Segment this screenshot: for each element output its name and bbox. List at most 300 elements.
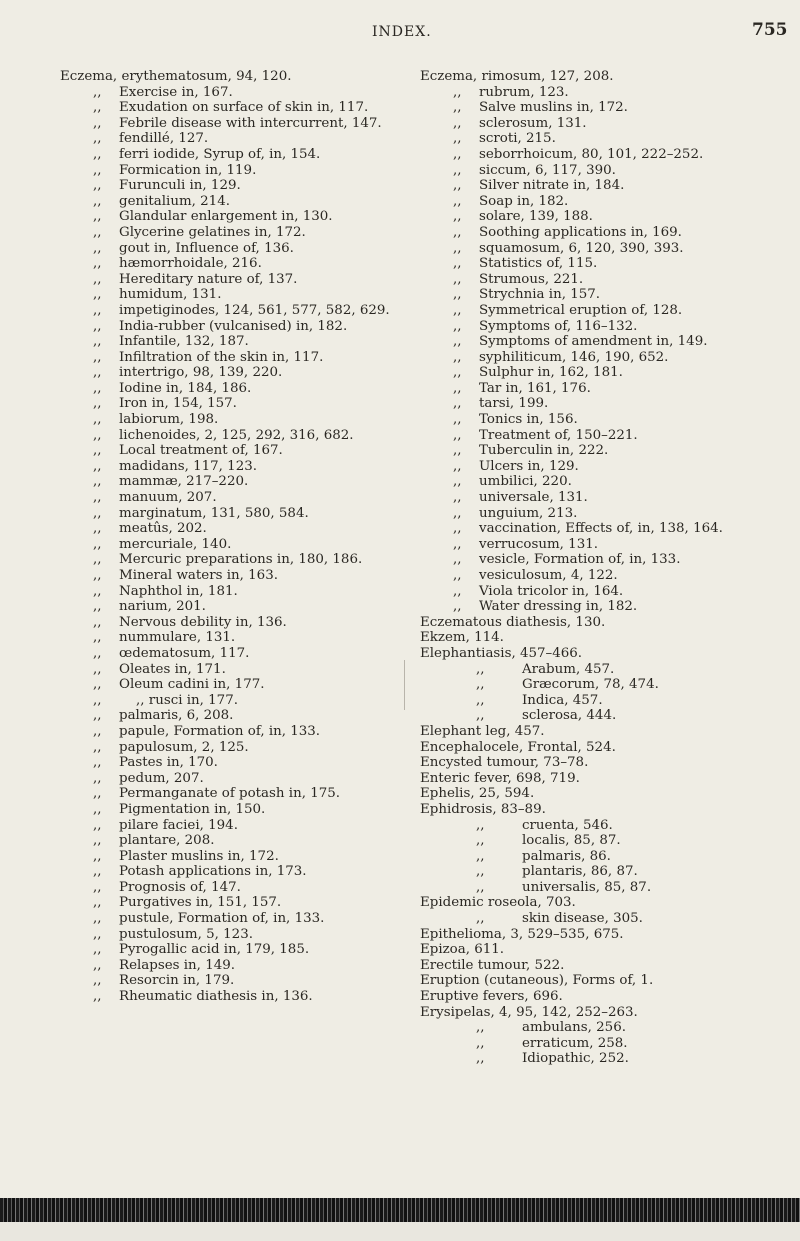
index-subentry — [60, 647, 430, 662]
index-subentry — [60, 132, 430, 147]
index-subentry — [60, 101, 430, 116]
ditto-mark: ,, — [453, 224, 462, 240]
subentry-text: papule, Formation of, in, 133. — [119, 723, 321, 739]
index-subentry — [60, 366, 430, 381]
index-subentry — [420, 1021, 790, 1036]
ditto-mark: ,, — [453, 240, 462, 256]
ditto-mark: ,, — [93, 443, 102, 459]
ditto-mark: ,, — [93, 895, 102, 911]
index-subentry — [60, 881, 430, 896]
subentry-text: syphiliticum, 146, 190, 652. — [479, 349, 669, 365]
subentry-text: nummulare, 131. — [119, 630, 236, 646]
ditto-mark: ,, — [93, 926, 102, 942]
subentry-text: verrucosum, 131. — [479, 536, 598, 552]
ditto-mark: ,, — [453, 131, 462, 147]
subentry-text: narium, 201. — [119, 599, 206, 615]
index-subentry — [420, 335, 790, 350]
subentry-text: pustule, Formation of, in, 133. — [119, 911, 325, 927]
subentry-text: Naphthol in, 181. — [119, 583, 238, 599]
ditto-mark: ,, — [453, 100, 462, 116]
ditto-mark: ,, — [93, 755, 102, 771]
index-subentry — [420, 257, 790, 272]
ditto-mark: ,, — [93, 801, 102, 817]
index-subentry — [420, 1052, 790, 1067]
subentry-text: Hereditary nature of, 137. — [119, 271, 298, 287]
subentry-text: India-rubber (vulcanised) in, 182. — [119, 318, 348, 334]
ditto-mark: ,, — [93, 115, 102, 131]
ditto-mark: ,, — [93, 240, 102, 256]
index-subentry — [60, 226, 430, 241]
index-subentry — [60, 850, 430, 865]
index-subentry — [420, 164, 790, 179]
index-subentry — [420, 819, 790, 834]
ditto-mark: ,, — [93, 505, 102, 521]
subentry-text: Tonics in, 156. — [479, 412, 578, 428]
index-subentry — [60, 959, 430, 974]
subentry-text: Resorcin in, 179. — [119, 973, 235, 989]
subentry-text: erraticum, 258. — [522, 1035, 628, 1051]
scan-margin — [0, 1222, 800, 1241]
index-subentry — [60, 819, 430, 834]
subentry-text: squamosum, 6, 120, 390, 393. — [479, 240, 684, 256]
index-subentry — [420, 522, 790, 537]
index-subentry — [420, 507, 790, 522]
index-subentry — [60, 741, 430, 756]
index-subentry — [420, 273, 790, 288]
ditto-mark: ,, — [93, 100, 102, 116]
ditto-mark: ,, — [93, 708, 102, 724]
index-subentry — [420, 226, 790, 241]
index-subentry — [420, 429, 790, 444]
ditto-mark: ,, — [453, 115, 462, 131]
subentry-text: Prognosis of, 147. — [119, 879, 241, 895]
index-subentry — [420, 694, 790, 709]
ditto-mark: ,, — [93, 614, 102, 630]
index-entry: Eruptive fevers, 696. — [420, 989, 563, 1005]
ditto-mark: ,, — [453, 412, 462, 428]
subentry-text: Symptoms of, 116–132. — [479, 318, 638, 334]
ditto-mark: ,, — [476, 692, 485, 708]
index-subentry — [60, 491, 430, 506]
index-subentry — [60, 475, 430, 490]
index-subentry — [60, 320, 430, 335]
ditto-mark: ,, — [453, 474, 462, 490]
ditto-mark: ,, — [93, 271, 102, 287]
subentry-text: Purgatives in, 151, 157. — [119, 895, 282, 911]
index-subentry — [60, 148, 430, 163]
index-entry-group — [420, 725, 790, 802]
subentry-text: gout in, Influence of, 136. — [119, 240, 294, 256]
subentry-text: humidum, 131. — [119, 287, 222, 303]
ditto-mark: ,, — [476, 1020, 485, 1036]
subentry-text: ambulans, 256. — [522, 1020, 626, 1036]
subentry-text: vesiculosum, 4, 122. — [479, 568, 618, 583]
ditto-mark: ,, — [93, 630, 102, 646]
subentry-text: impetiginodes, 124, 561, 577, 582, 629. — [119, 302, 390, 318]
index-entry-heading: Eczema, rimosum, 127, 208. — [420, 69, 614, 84]
index-subentry — [420, 881, 790, 896]
index-subentry — [420, 210, 790, 225]
ditto-mark: ,, — [93, 739, 102, 755]
subentry-text: hæmorrhoidale, 216. — [119, 256, 262, 272]
ditto-mark: ,, — [476, 864, 485, 880]
ditto-mark: ,, — [93, 599, 102, 615]
index-subentry — [60, 164, 430, 179]
subentry-text: Plaster muslins in, 172. — [119, 848, 279, 864]
subentry-text: ,, rusci in, 177. — [119, 692, 238, 708]
subentry-text: intertrigo, 98, 139, 220. — [119, 365, 283, 381]
index-subentry — [60, 86, 430, 101]
index-subentry — [420, 117, 790, 132]
subentry-text: Glycerine gelatines in, 172. — [119, 224, 306, 240]
subentry-text: pustulosum, 5, 123. — [119, 926, 253, 942]
ditto-mark: ,, — [93, 396, 102, 412]
subentry-text: plantaris, 86, 87. — [522, 864, 638, 880]
subentry-text: Symmetrical eruption of, 128. — [479, 302, 683, 318]
index-entry: Eczematous diathesis, 130. — [420, 614, 606, 630]
subentry-text: Water dressing in, 182. — [479, 599, 638, 615]
subentry-text: skin disease, 305. — [522, 911, 643, 927]
subentry-text: Tuberculin in, 222. — [479, 443, 609, 459]
index-subentry — [60, 429, 430, 444]
ditto-mark: ,, — [453, 599, 462, 615]
subentry-text: marginatum, 131, 580, 584. — [119, 505, 309, 521]
subentry-text: ferri iodide, Syrup of, in, 154. — [119, 146, 321, 162]
index-subentry — [60, 678, 430, 693]
ditto-mark: ,, — [476, 661, 485, 677]
index-subentry — [60, 507, 430, 522]
subentry-text: Exudation on surface of skin in, 117. — [119, 100, 369, 116]
ditto-mark: ,, — [93, 302, 102, 318]
ditto-mark: ,, — [93, 146, 102, 162]
index-subentry — [420, 865, 790, 880]
index-subentry — [420, 1037, 790, 1052]
ditto-mark: ,, — [93, 365, 102, 381]
index-subentry — [420, 382, 790, 397]
ditto-mark: ,, — [453, 505, 462, 521]
subentry-text: Glandular enlargement in, 130. — [119, 209, 333, 225]
index-subentry — [60, 335, 430, 350]
subentry-text: madidans, 117, 123. — [119, 458, 257, 474]
ditto-mark: ,, — [93, 568, 102, 583]
index-subentry — [60, 538, 430, 553]
index-entry: Erectile tumour, 522. — [420, 957, 565, 973]
ditto-mark: ,, — [453, 536, 462, 552]
ditto-mark: ,, — [476, 677, 485, 693]
index-subentry — [420, 351, 790, 366]
ditto-mark: ,, — [93, 864, 102, 880]
ditto-mark: ,, — [93, 817, 102, 833]
subentry-text: cruenta, 546. — [522, 817, 613, 833]
subentry-text: unguium, 213. — [479, 505, 578, 521]
index-entry: Epithelioma, 3, 529–535, 675. — [420, 926, 624, 942]
index-entry: Enteric fever, 698, 719. — [420, 770, 580, 786]
subentry-text: Indica, 457. — [522, 692, 603, 708]
subentry-text: papulosum, 2, 125. — [119, 739, 249, 755]
subentry-text: Oleum cadini in, 177. — [119, 677, 265, 693]
ditto-mark: ,, — [453, 365, 462, 381]
ditto-mark: ,, — [476, 1051, 485, 1067]
ditto-mark: ,, — [93, 412, 102, 428]
ditto-mark: ,, — [93, 692, 102, 708]
index-subentry — [60, 397, 430, 412]
ditto-mark: ,, — [476, 708, 485, 724]
ditto-mark: ,, — [453, 287, 462, 303]
index-subentry — [420, 288, 790, 303]
ditto-mark: ,, — [93, 879, 102, 895]
ditto-mark: ,, — [93, 973, 102, 989]
ditto-mark: ,, — [93, 677, 102, 693]
index-subentry — [60, 896, 430, 911]
subentry-text: Strumous, 221. — [479, 271, 584, 287]
index-subentry — [420, 366, 790, 381]
ditto-mark: ,, — [476, 879, 485, 895]
index-subentry — [420, 397, 790, 412]
subentry-text: Febrile disease with intercurrent, 147. — [119, 115, 382, 131]
subentry-text: Mineral waters in, 163. — [119, 568, 278, 583]
index-subentry — [60, 522, 430, 537]
subentry-text: Symptoms of amendment in, 149. — [479, 334, 708, 350]
index-subentry — [420, 585, 790, 600]
subentry-text: Rheumatic diathesis in, 136. — [119, 989, 313, 1005]
index-entry: Encephalocele, Frontal, 524. — [420, 739, 616, 755]
subentry-text: Idiopathic, 252. — [522, 1051, 629, 1067]
index-subentry — [420, 148, 790, 163]
subentry-text: mercuriale, 140. — [119, 536, 232, 552]
index-subentry — [60, 709, 430, 724]
ditto-mark: ,, — [453, 396, 462, 412]
ditto-mark: ,, — [93, 552, 102, 568]
index-entry-heading: Elephantiasis, 457–466. — [420, 645, 583, 661]
ditto-mark: ,, — [453, 302, 462, 318]
ditto-mark: ,, — [476, 833, 485, 849]
column-divider — [404, 660, 405, 710]
ditto-mark: ,, — [93, 957, 102, 973]
subentry-text: umbilici, 220. — [479, 474, 572, 490]
ditto-mark: ,, — [93, 474, 102, 490]
index-subentry — [420, 179, 790, 194]
ditto-mark: ,, — [453, 146, 462, 162]
ditto-mark: ,, — [476, 817, 485, 833]
index-subentry — [420, 569, 790, 584]
ditto-mark: ,, — [93, 334, 102, 350]
index-subentry — [420, 709, 790, 724]
subentry-text: localis, 85, 87. — [522, 833, 621, 849]
subentry-text: Viola tricolor in, 164. — [479, 583, 624, 599]
index-entry: Ephelis, 25, 594. — [420, 786, 535, 802]
subentry-text: Iron in, 154, 157. — [119, 396, 237, 412]
subentry-text: Soothing applications in, 169. — [479, 224, 682, 240]
subentry-text: Pastes in, 170. — [119, 755, 218, 771]
ditto-mark: ,, — [93, 833, 102, 849]
index-entry-heading: Erysipelas, 4, 95, 142, 252–263. — [420, 1004, 638, 1020]
index-subentry — [60, 631, 430, 646]
ditto-mark: ,, — [453, 193, 462, 209]
ditto-mark: ,, — [93, 224, 102, 240]
subentry-text: seborrhoicum, 80, 101, 222–252. — [479, 146, 704, 162]
index-subentry — [60, 257, 430, 272]
index-subentry — [60, 990, 430, 1005]
epidemic-subentry-list — [420, 912, 790, 927]
index-subentry — [60, 663, 430, 678]
subentry-text: Nervous debility in, 136. — [119, 614, 287, 630]
ditto-mark: ,, — [93, 256, 102, 272]
left-subentry-list — [60, 86, 430, 1005]
subentry-text: genitalium, 214. — [119, 193, 230, 209]
index-subentry — [60, 351, 430, 366]
subentry-text: Soap in, 182. — [479, 193, 569, 209]
subentry-text: Strychnia in, 157. — [479, 287, 601, 303]
subentry-text: Mercuric preparations in, 180, 186. — [119, 552, 363, 568]
index-subentry — [60, 460, 430, 475]
ditto-mark: ,, — [453, 490, 462, 506]
left-index-column — [60, 70, 430, 1006]
index-subentry — [420, 195, 790, 210]
index-subentry — [60, 600, 430, 615]
subentry-text: œdematosum, 117. — [119, 645, 250, 661]
ditto-mark: ,, — [453, 349, 462, 365]
index-entry-heading: Eczema, erythematosum, 94, 120. — [60, 69, 292, 84]
subentry-text: Potash applications in, 173. — [119, 864, 307, 880]
subentry-text: Permanganate of potash in, 175. — [119, 786, 341, 802]
subentry-text: Local treatment of, 167. — [119, 443, 283, 459]
subentry-text: plantare, 208. — [119, 833, 215, 849]
page-header — [0, 20, 800, 50]
ditto-mark: ,, — [476, 848, 485, 864]
subentry-text: solare, 139, 188. — [479, 209, 593, 225]
ditto-mark: ,, — [93, 178, 102, 194]
subentry-text: universale, 131. — [479, 490, 588, 506]
subentry-text: scroti, 215. — [479, 131, 556, 147]
ditto-mark: ,, — [453, 178, 462, 194]
index-subentry — [420, 460, 790, 475]
index-subentry — [420, 834, 790, 849]
index-entry: Encysted tumour, 73–78. — [420, 755, 589, 771]
subentry-text: palmaris, 6, 208. — [119, 708, 234, 724]
index-entry: Elephant leg, 457. — [420, 723, 545, 739]
scan-edge-band — [0, 1198, 800, 1222]
index-subentry — [60, 725, 430, 740]
index-subentry — [420, 538, 790, 553]
ditto-mark: ,, — [453, 209, 462, 225]
subentry-text: Arabum, 457. — [522, 661, 615, 677]
subentry-text: Infantile, 132, 187. — [119, 334, 249, 350]
subentry-text: Salve muslins in, 172. — [479, 100, 628, 116]
subentry-text: Græcorum, 78, 474. — [522, 677, 659, 693]
ditto-mark: ,, — [453, 583, 462, 599]
right-index-column — [420, 70, 790, 1068]
index-subentry — [420, 304, 790, 319]
ditto-mark: ,, — [93, 723, 102, 739]
index-subentry — [60, 834, 430, 849]
subentry-text: siccum, 6, 117, 390. — [479, 162, 616, 178]
ephidrosis-subentry-list — [420, 819, 790, 896]
ditto-mark: ,, — [93, 84, 102, 100]
ditto-mark: ,, — [93, 162, 102, 178]
subentry-text: sclerosa, 444. — [522, 708, 617, 724]
index-subentry — [60, 210, 430, 225]
index-subentry — [60, 179, 430, 194]
ditto-mark: ,, — [453, 458, 462, 474]
subentry-text: lichenoides, 2, 125, 292, 316, 682. — [119, 427, 354, 443]
subentry-text: fendillé, 127. — [119, 131, 209, 147]
subentry-text: Oleates in, 171. — [119, 661, 226, 677]
index-subentry — [420, 132, 790, 147]
index-subentry — [60, 288, 430, 303]
subentry-text: Furunculi in, 129. — [119, 178, 241, 194]
index-subentry — [60, 943, 430, 958]
subentry-text: mammæ, 217–220. — [119, 474, 249, 490]
index-subentry — [420, 663, 790, 678]
subentry-text: vaccination, Effects of, in, 138, 164. — [479, 521, 723, 537]
index-subentry — [60, 772, 430, 787]
index-subentry — [420, 86, 790, 101]
index-subentry — [420, 553, 790, 568]
index-entry-heading: Epidemic roseola, 703. — [420, 895, 576, 911]
subentry-text: Tar in, 161, 176. — [479, 380, 591, 396]
ditto-mark: ,, — [453, 84, 462, 100]
index-subentry — [60, 444, 430, 459]
subentry-text: labiorum, 198. — [119, 412, 219, 428]
ditto-mark: ,, — [93, 427, 102, 443]
ditto-mark: ,, — [453, 427, 462, 443]
index-subentry — [420, 600, 790, 615]
index-subentry — [60, 803, 430, 818]
subentry-text: Exercise in, 167. — [119, 84, 233, 100]
subentry-text: Iodine in, 184, 186. — [119, 380, 252, 396]
index-subentry — [60, 413, 430, 428]
subentry-text: tarsi, 199. — [479, 396, 549, 412]
index-subentry — [60, 865, 430, 880]
ditto-mark: ,, — [93, 536, 102, 552]
ditto-mark: ,, — [93, 661, 102, 677]
subentry-text: Infiltration of the skin in, 117. — [119, 349, 324, 365]
ditto-mark: ,, — [93, 380, 102, 396]
subentry-text: meatûs, 202. — [119, 521, 207, 537]
erysipelas-subentry-list — [420, 1021, 790, 1067]
subentry-text: Sulphur in, 162, 181. — [479, 365, 623, 381]
subentry-text: universalis, 85, 87. — [522, 879, 652, 895]
ditto-mark: ,, — [453, 256, 462, 272]
ditto-mark: ,, — [93, 989, 102, 1005]
subentry-text: Formication in, 119. — [119, 162, 257, 178]
subentry-text: manuum, 207. — [119, 490, 217, 506]
ditto-mark: ,, — [453, 568, 462, 583]
ditto-mark: ,, — [93, 490, 102, 506]
index-subentry — [60, 756, 430, 771]
ditto-mark: ,, — [93, 770, 102, 786]
index-subentry — [420, 475, 790, 490]
index-subentry — [60, 195, 430, 210]
index-subentry — [420, 101, 790, 116]
index-entry: Epizoa, 611. — [420, 942, 505, 958]
running-title: INDEX. — [372, 24, 432, 40]
subentry-text: palmaris, 86. — [522, 848, 611, 864]
index-subentry — [420, 850, 790, 865]
index-subentry — [60, 569, 430, 584]
index-subentry — [60, 273, 430, 288]
subentry-text: vesicle, Formation of, in, 133. — [479, 552, 681, 568]
ditto-mark: ,, — [93, 942, 102, 958]
index-subentry — [60, 553, 430, 568]
ditto-mark: ,, — [93, 521, 102, 537]
subentry-text: sclerosum, 131. — [479, 115, 587, 131]
subentry-text: Silver nitrate in, 184. — [479, 178, 625, 194]
index-entry: Eruption (cutaneous), Forms of, 1. — [420, 973, 654, 989]
index-subentry — [60, 928, 430, 943]
ditto-mark: ,, — [93, 645, 102, 661]
subentry-text: Ulcers in, 129. — [479, 458, 579, 474]
